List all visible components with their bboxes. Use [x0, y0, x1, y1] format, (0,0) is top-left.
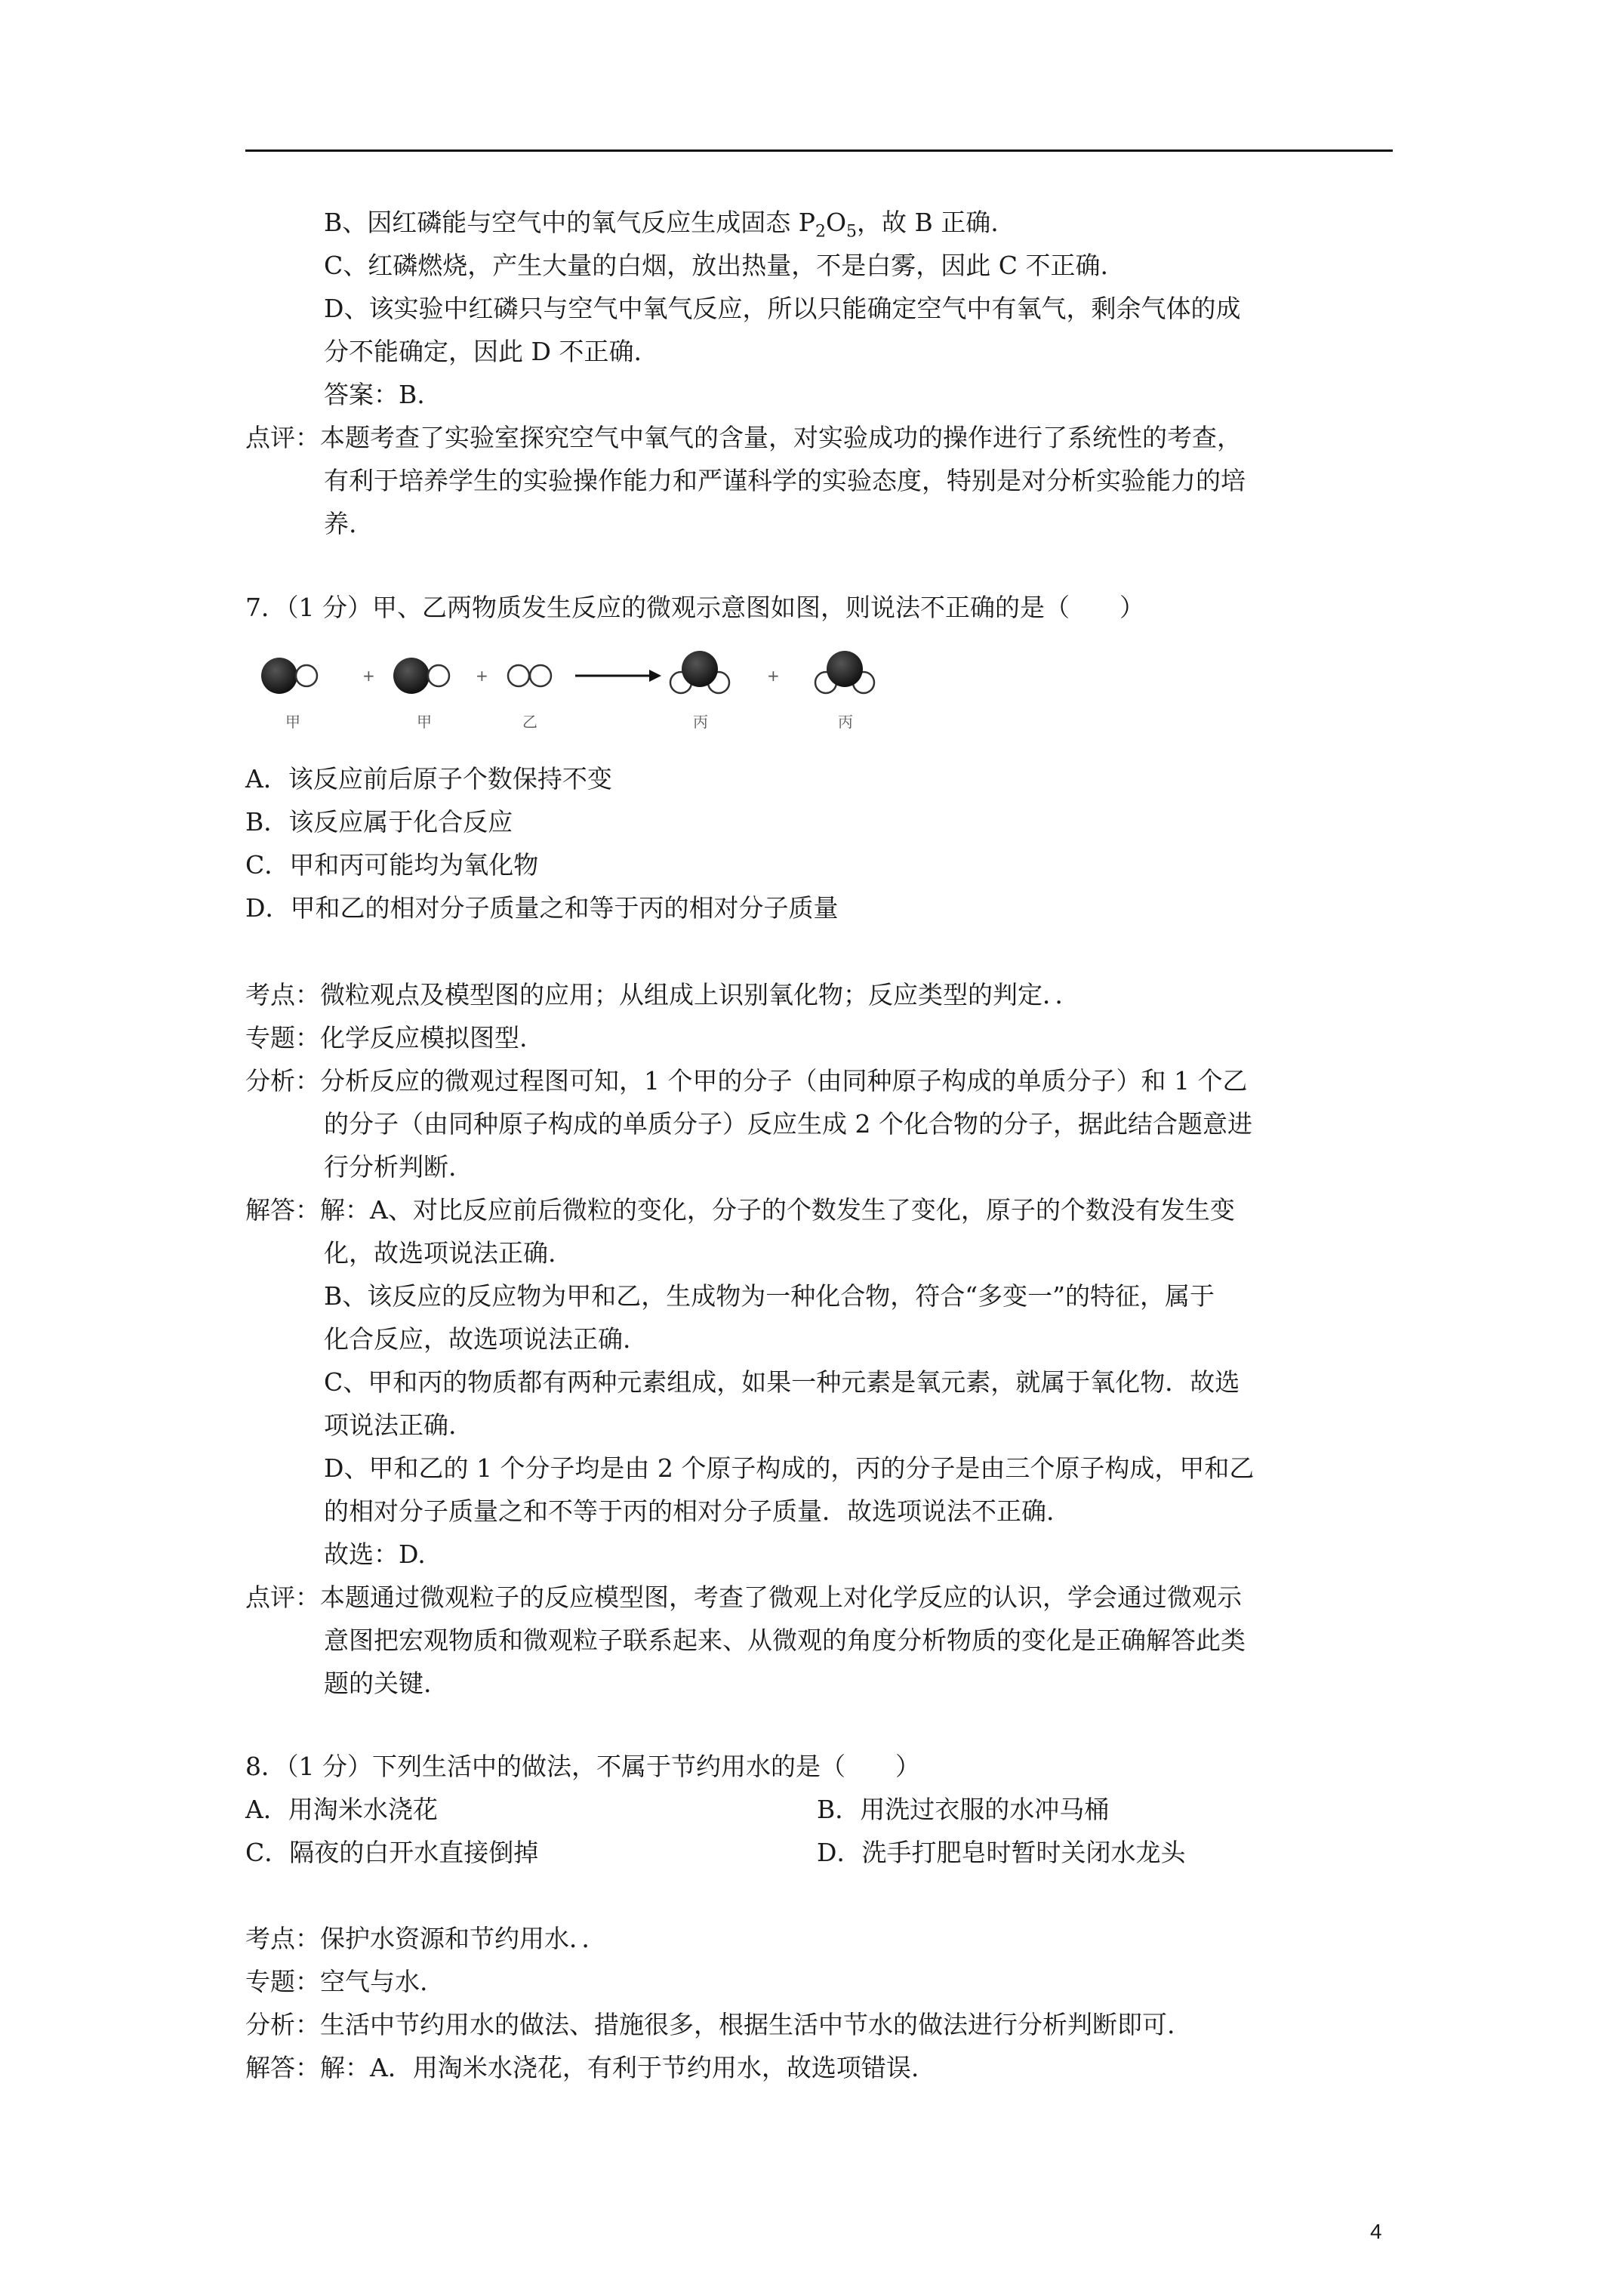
q8-stem: 8．（1 分）下列生活中的做法，不属于节约用水的是（ ） — [245, 1752, 920, 1781]
answer-line: 答案：B. — [324, 380, 425, 409]
label-bing-2: 丙 — [838, 713, 853, 731]
label-bing-1: 丙 — [693, 713, 708, 731]
q8-option-c: C．隔夜的白开水直接倒掉 — [245, 1838, 539, 1867]
q7-kaodian: 考点：微粒观点及模型图的应用；从组成上识别氧化物；反应类型的判定．． — [245, 980, 1080, 1009]
q8-jieda: 解答：解：A．用淘米水浇花，有利于节约用水，故选项错误. — [245, 2053, 919, 2082]
plus-sign-1: + — [362, 667, 375, 685]
q7-fenxi-3: 行分析判断. — [324, 1152, 457, 1182]
header-rule — [245, 149, 1393, 152]
q7-zhuanti: 专题：化学反应模拟图型. — [245, 1023, 528, 1052]
molecule-yi — [508, 665, 551, 686]
q8-option-d: D．洗手打肥皂时暂时关闭水龙头 — [817, 1838, 1186, 1867]
comment-line-1: 点评：本题考查了实验室探究空气中氧气的含量，对实验成功的操作进行了系统性的考查， — [245, 423, 1242, 452]
q8-option-b: B．用洗过衣服的水冲马桶 — [817, 1795, 1110, 1824]
plus-sign-3: + — [767, 667, 780, 685]
comment-line-3: 养. — [324, 509, 357, 538]
q7-fenxi-1: 分析：分析反应的微观过程图可知，1 个甲的分子（由同种原子构成的单质分子）和 1 个乙 — [245, 1066, 1248, 1096]
q7-option-a: A．该反应前后原子个数保持不变 — [245, 764, 612, 794]
q7-dianping-3: 题的关键. — [324, 1669, 432, 1698]
label-jia-2: 甲 — [417, 713, 432, 731]
molecule-bing-2 — [815, 651, 874, 693]
solution-c-line: C、红磷燃烧，产生大量的白烟，放出热量，不是白雾，因此 C 不正确. — [324, 251, 1108, 280]
molecule-jia-2 — [393, 658, 449, 694]
q7-fenxi-2: 的分子（由同种原子构成的单质分子）反应生成 2 个化合物的分子，据此结合题意进 — [324, 1109, 1252, 1139]
molecule-bing-1 — [670, 651, 729, 693]
q7-stem: 7．（1 分）甲、乙两物质发生反应的微观示意图如图，则说法不正确的是（ ） — [245, 593, 1144, 622]
q7-jieda-2: 化，故选项说法正确. — [324, 1238, 556, 1268]
q7-jieda-6: 项说法正确. — [324, 1410, 457, 1440]
q8-fenxi: 分析：生活中节约用水的做法、措施很多，根据生活中节水的做法进行分析判断即可. — [245, 2010, 1175, 2039]
molecule-jia-1 — [261, 658, 317, 694]
label-jia-1: 甲 — [285, 713, 300, 731]
q7-jieda-1: 解答：解：A、对比反应前后微粒的变化，分子的个数发生了变化，原子的个数没有发生变 — [245, 1195, 1235, 1225]
plus-sign-2: + — [476, 667, 488, 685]
comment-line-2: 有利于培养学生的实验操作能力和严谨科学的实验态度，特别是对分析实验能力的培 — [324, 466, 1246, 495]
q7-jieda-4: 化合反应，故选项说法正确. — [324, 1324, 631, 1354]
solution-d-line-1: D、该实验中红磷只与空气中氧气反应，所以只能确定空气中有氧气，剩余气体的成 — [324, 294, 1241, 323]
solution-d-line-2: 分不能确定，因此 D 不正确. — [324, 337, 642, 366]
q8-option-a: A．用淘米水浇花 — [245, 1795, 438, 1824]
q7-option-c: C．甲和丙可能均为氧化物 — [245, 850, 539, 880]
q7-jieda-9: 故选：D. — [324, 1539, 426, 1569]
reaction-diagram — [249, 649, 898, 740]
page-number: 4 — [1370, 2220, 1382, 2243]
q7-option-d: D．甲和乙的相对分子质量之和等于丙的相对分子质量 — [245, 893, 839, 923]
q7-option-b: B．该反应属于化合反应 — [245, 807, 513, 837]
q7-jieda-7: D、甲和乙的 1 个分子均是由 2 个原子构成的，丙的分子是由三个原子构成，甲和乙 — [324, 1453, 1255, 1483]
q8-kaodian: 考点：保护水资源和节约用水．． — [245, 1924, 607, 1953]
q7-dianping-1: 点评：本题通过微观粒子的反应模型图，考查了微观上对化学反应的认识，学会通过微观示 — [245, 1583, 1242, 1612]
q7-jieda-3: B、该反应的反应物为甲和乙，生成物为一种化合物，符合“多变一”的特征，属于 — [324, 1281, 1215, 1311]
q8-zhuanti: 专题：空气与水. — [245, 1967, 428, 1996]
solution-b-line: B、因红磷能与空气中的氧气反应生成固态 $P_2O_5$，故 B 正确. — [324, 208, 999, 242]
reaction-arrow — [575, 670, 661, 682]
q7-jieda-5: C、甲和丙的物质都有两种元素组成，如果一种元素是氧元素，就属于氧化物．故选 — [324, 1367, 1240, 1397]
label-yi: 乙 — [522, 713, 537, 731]
q7-dianping-2: 意图把宏观物质和微观粒子联系起来、从微观的角度分析物质的变化是正确解答此类 — [324, 1626, 1246, 1655]
q7-jieda-8: 的相对分子质量之和不等于丙的相对分子质量．故选项说法不正确. — [324, 1496, 1055, 1526]
